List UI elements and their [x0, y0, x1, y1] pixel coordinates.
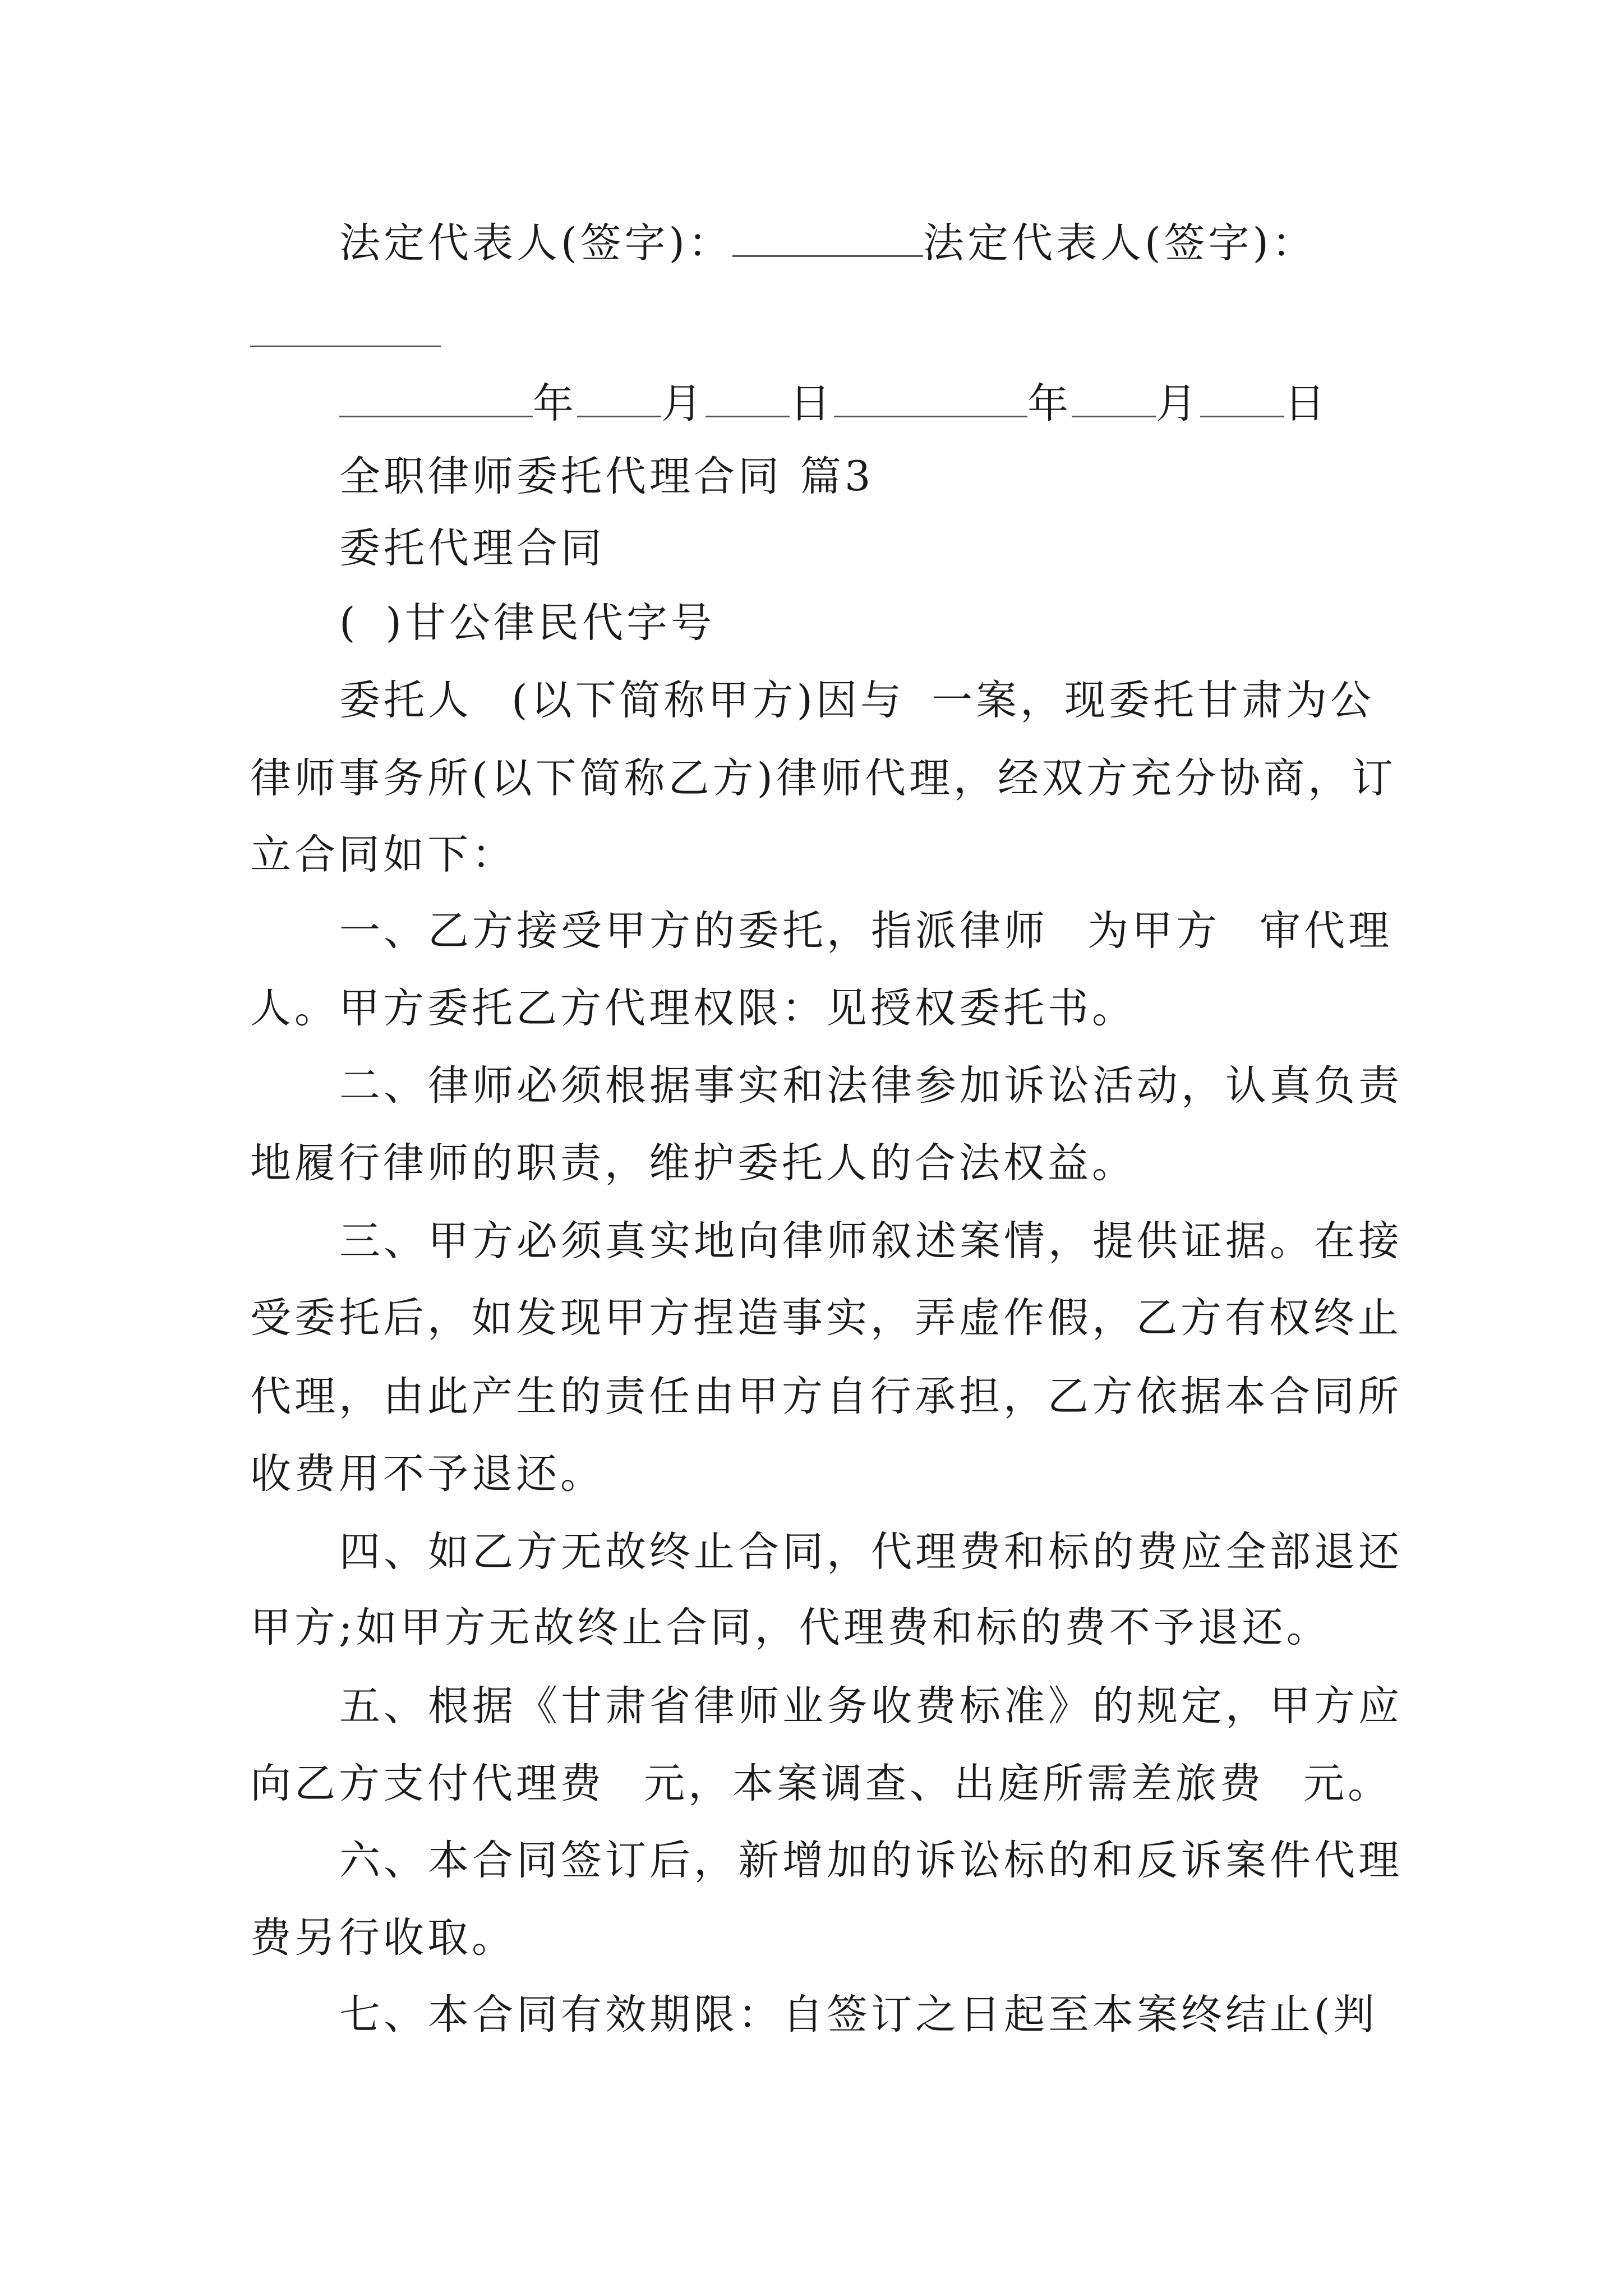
clause-segment: 元。	[1303, 1760, 1392, 1807]
doc-number-text: )甘公律民代字号	[385, 599, 715, 647]
signature-blank-party-a	[732, 220, 923, 257]
legal-rep-label-party-a: 法定代表人(签字)：	[339, 219, 732, 267]
month-blank-party-b	[1072, 381, 1156, 417]
legal-rep-label-party-b: 法定代表人(签字)：	[923, 219, 1316, 267]
clause-4-line-1: 四、如乙方无故终止合同，代理费和标的费应全部退还	[339, 1528, 1403, 1576]
document-number	[339, 595, 715, 651]
intro-line-1	[339, 673, 1375, 729]
day-label: 日	[790, 380, 834, 427]
signature-blank-party-b	[250, 311, 441, 347]
clause-segment: 元，本案调查、出庭所需差旅费	[644, 1760, 1264, 1807]
clause-1-line-2: 人。甲方委托乙方代理权限：见授权委托书。	[250, 984, 1136, 1032]
clause-2-line-2: 地履行律师的职责，维护委托人的合法权益。	[250, 1139, 1136, 1187]
month-label: 月	[1156, 380, 1200, 427]
intro-segment: (以下简称甲方)因与	[511, 677, 905, 724]
clause-segment: 一、乙方接受甲方的委托，指派律师	[339, 907, 1048, 955]
date-line	[339, 376, 1329, 432]
section-part-label: 篇3	[800, 453, 874, 500]
clause-3-line-4: 收费用不予退还。	[250, 1450, 605, 1498]
intro-segment: 一案，现委托甘肃为公	[931, 677, 1375, 724]
day-label: 日	[1284, 380, 1329, 427]
year-label: 年	[1027, 380, 1072, 427]
day-blank-party-a	[706, 381, 790, 417]
signature-line	[339, 215, 1316, 272]
clause-4-line-2: 甲方;如甲方无故终止合同，代理费和标的费不予退还。	[250, 1604, 1331, 1651]
clause-3-line-2: 受委托后，如发现甲方捏造事实，弄虚作假，乙方有权终止	[250, 1294, 1402, 1342]
clause-5-line-2	[250, 1756, 1392, 1812]
clause-segment: 审代理	[1260, 907, 1393, 955]
clause-3-line-1: 三、甲方必须真实地向律师叙述案情，提供证据。在接	[339, 1217, 1403, 1265]
clause-segment: 为甲方	[1087, 907, 1220, 955]
clause-5-line-1: 五、根据《甘肃省律师业务收费标准》的规定，甲方应	[339, 1682, 1403, 1730]
clause-1-line-1	[339, 903, 1393, 959]
year-label: 年	[533, 380, 577, 427]
intro-line-3: 立合同如下：	[250, 831, 516, 878]
year-blank-party-b	[834, 381, 1027, 417]
year-blank-party-a	[339, 381, 533, 417]
day-blank-party-b	[1200, 381, 1284, 417]
signature-continuation-line	[250, 306, 441, 362]
clause-6-line-1: 六、本合同签订后，新增加的诉讼标的和反诉案件代理	[339, 1837, 1403, 1884]
clause-2-line-1: 二、律师必须根据事实和法律参加诉讼活动，认真负责	[339, 1062, 1403, 1110]
intro-segment: 委托人	[339, 677, 472, 724]
intro-line-2: 律师事务所(以下简称乙方)律师代理，经双方充分协商，订	[250, 754, 1396, 802]
clause-3-line-3: 代理，由此产生的责任由甲方自行承担，乙方依据本合同所	[250, 1373, 1402, 1420]
contract-title: 委托代理合同	[339, 524, 605, 572]
month-blank-party-a	[577, 381, 661, 417]
clause-segment: 向乙方支付代理费	[250, 1760, 605, 1807]
month-label: 月	[661, 380, 706, 427]
clause-7-line-1: 七、本合同有效期限：自签订之日起至本案终结止(判	[339, 1991, 1378, 2039]
section-title: 全职律师委托代理合同	[339, 453, 782, 500]
clause-6-line-2: 费另行收取。	[250, 1914, 516, 1962]
doc-number-open: (	[339, 599, 359, 647]
section-heading	[339, 449, 874, 505]
